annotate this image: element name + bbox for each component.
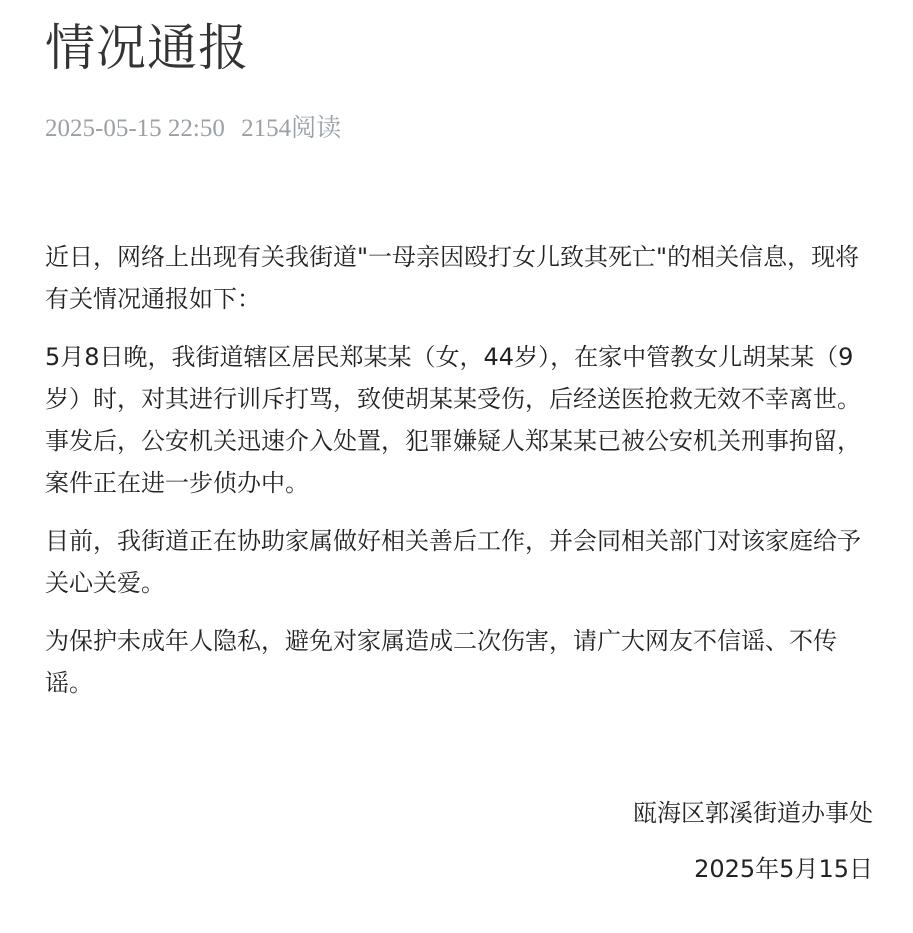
- signature-date: 2025年5月15日: [694, 855, 873, 883]
- signature-block: [633, 792, 873, 904]
- paragraph: 近日，网络上出现有关我街道"一母亲因殴打女儿致其死亡"的相关信息，现将有关情况通报如下：: [45, 243, 860, 313]
- paragraph: 为保护未成年人隐私，避免对家属造成二次伤害，请广大网友不信谣、不传谣。: [45, 627, 837, 697]
- read-count: 2154阅读: [241, 115, 342, 142]
- paragraph: 目前，我街道正在协助家属做好相关善后工作，并会同相关部门对该家庭给予关心关爱。: [45, 527, 861, 597]
- article-meta: [45, 108, 351, 144]
- article-body: [45, 236, 880, 720]
- paragraph: 5月8日晚，我街道辖区居民郑某某（女，44岁），在家中管教女儿胡某某（9岁）时，对其进行训斥打骂，致使胡某某受伤，后经送医抢救无效不幸离世。事发后，公安机关迅速介入处置，犯罪嫌疑人郑某某已被公安机关刑事拘留，案件正在进一步侦办中。: [45, 343, 861, 497]
- signature-org: 瓯海区郭溪街道办事处: [633, 799, 873, 827]
- publish-date: 2025-05-15 22:50: [45, 115, 225, 142]
- article-title: 情况通报: [45, 19, 249, 77]
